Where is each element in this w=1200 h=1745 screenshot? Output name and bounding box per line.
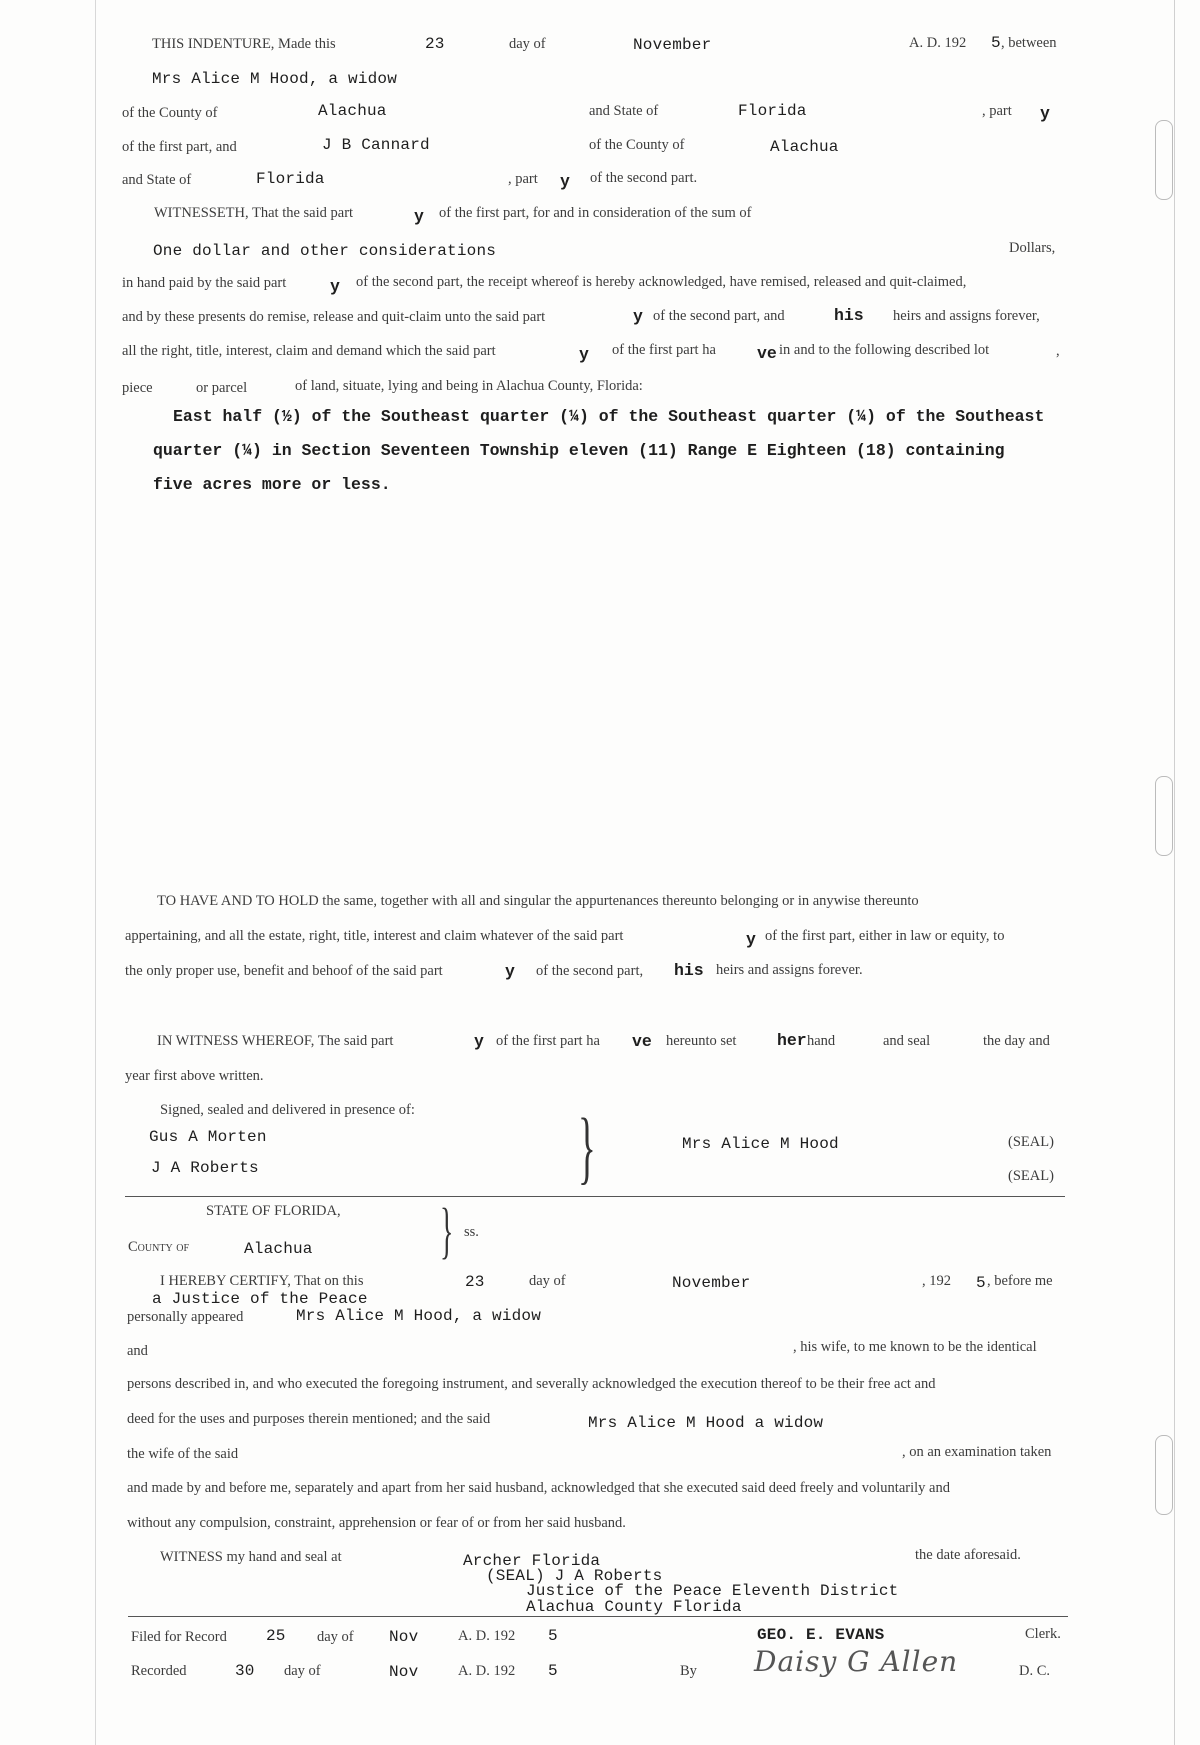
witnesseth-line-5a: all the right, title, interest, claim and demand which the said part: [122, 343, 496, 359]
grantor-county: Alachua: [318, 102, 387, 120]
ack-title-line: Justice of the Peace Eleventh District: [526, 1582, 899, 1600]
ack-year-label: , 192: [922, 1273, 951, 1289]
recorded-day: 30: [235, 1662, 255, 1680]
consideration-amount: One dollar and other considerations: [153, 242, 497, 260]
recorded-label: Recorded: [131, 1663, 187, 1679]
witnesseth-line-4y: y: [633, 307, 643, 326]
ack-day: 23: [465, 1273, 485, 1291]
witnesseth-line-6b: or parcel: [196, 380, 248, 396]
ack-place: Archer Florida: [463, 1552, 601, 1570]
witnesseth-line-3y: y: [330, 277, 340, 296]
ack-seal-line: (SEAL) J A Roberts: [486, 1567, 663, 1585]
testimonium-line-1ve: ve: [632, 1032, 652, 1051]
dollars-label: Dollars,: [1009, 240, 1056, 256]
ack-appeared-label: personally appeared: [127, 1309, 244, 1325]
ack-month: November: [672, 1274, 751, 1292]
left-margin-rule: [95, 0, 96, 1745]
testimonium-line-2: year first above written.: [125, 1068, 264, 1084]
ack-his-wife: , his wife, to me known to be the identical: [793, 1339, 1037, 1355]
witnesseth-line-4a: and by these presents do remise, release and quit-claim unto the said part: [122, 309, 546, 325]
ack-brace: }: [440, 1197, 454, 1265]
deputy-clerk-signature: Daisy G Allen: [754, 1645, 959, 1678]
grantor-county-label: of the County of: [122, 105, 218, 121]
ack-made-line: and made by and before me, separately and apart from her said husband, acknowledged that she executed said deed freely and voluntarily and: [127, 1480, 950, 1496]
ack-year-digit: 5: [976, 1274, 986, 1292]
testimonium-line-1e: and seal: [883, 1033, 931, 1049]
testimonium-line-1y: y: [474, 1032, 484, 1051]
second-part-label: of the second part.: [590, 170, 698, 186]
witnesseth-line-6c: of land, situate, lying and being in Alachua County, Florida:: [295, 378, 643, 394]
habendum-line-3a: the only proper use, benefit and behoof of the said part: [125, 963, 443, 979]
witnesseth-line-4c: heirs and assigns forever,: [893, 308, 1040, 324]
grantee-county: Alachua: [770, 138, 839, 156]
first-part-label: of the first part, and: [122, 139, 237, 155]
ack-county: Alachua: [244, 1240, 313, 1258]
grantee-county-label: of the County of: [589, 137, 685, 153]
dc-label: D. C.: [1019, 1663, 1051, 1679]
witnesseth-line-3b: of the second part, the receipt whereof is hereby acknowledged, have remised, released and quit-claimed,: [356, 274, 967, 290]
recording-divider: [128, 1616, 1068, 1617]
filed-label: Filed for Record: [131, 1629, 227, 1645]
recorded-ad: A. D. 192: [458, 1663, 516, 1679]
witnesseth-line-3a: in hand paid by the said part: [122, 275, 287, 291]
ack-persons-line: persons described in, and who executed the foregoing instrument, and severally acknowledged the execution thereof to be their free act and: [127, 1376, 936, 1392]
filed-day-of: day of: [317, 1629, 354, 1645]
intro-made-label: THIS INDENTURE, Made this: [152, 36, 336, 52]
testimonium-line-1c: hereunto set: [666, 1033, 737, 1049]
grantor-part-suffix: y: [1040, 104, 1050, 123]
habendum-line-3his: his: [674, 961, 704, 980]
testimonium-line-1d: hand: [807, 1033, 836, 1049]
ack-appeared-name: Mrs Alice M Hood, a widow: [296, 1307, 542, 1325]
ack-county-label: County of: [128, 1239, 190, 1255]
habendum-line-3b: of the second part,: [536, 963, 644, 979]
witnesseth-line-5y: y: [579, 345, 589, 364]
recorded-year: 5: [548, 1662, 558, 1680]
ack-before-me: , before me: [987, 1273, 1053, 1289]
witnesseth-line-5ve: ve: [757, 344, 777, 363]
filed-year: 5: [548, 1627, 558, 1645]
intro-year-digit: 5: [991, 34, 1001, 52]
testimonium-line-1a: IN WITNESS WHEREOF, The said part: [157, 1033, 394, 1049]
recorded-day-of: day of: [284, 1663, 321, 1679]
witnesseth-line-5c: in and to the following described lot: [779, 342, 990, 358]
habendum-line-2b: of the first part, either in law or equity, to: [765, 928, 1005, 944]
binder-hole-3: [1155, 1435, 1173, 1515]
recorded-month: Nov: [389, 1663, 419, 1681]
right-margin-rule: [1174, 0, 1175, 1745]
legal-description-line-3: five acres more or less.: [153, 475, 391, 494]
legal-description-line-2: quarter (¼) in Section Seventeen Township eleven (11) Range E Eighteen (18) containing: [153, 441, 1005, 460]
intro-day: 23: [425, 35, 445, 53]
ack-date-aforesaid: the date aforesaid.: [915, 1547, 1021, 1563]
acknowledgment-divider: [125, 1196, 1065, 1197]
witnesseth-line-5b: of the first part ha: [612, 342, 716, 358]
witnesseth-line-4b: of the second part, and: [653, 308, 785, 324]
ack-wife-label: the wife of the said: [127, 1446, 239, 1462]
grantor-state: Florida: [738, 102, 807, 120]
ack-certify-label: I HEREBY CERTIFY, That on this: [160, 1273, 364, 1289]
witnesseth-line-1a: WITNESSETH, That the said part: [154, 205, 354, 221]
intro-between-label: , between: [1001, 35, 1057, 51]
ack-deed-line: deed for the uses and purposes therein mentioned; and the said: [127, 1411, 491, 1427]
signing-presence-label: Signed, sealed and delivered in presence of:: [160, 1102, 415, 1118]
witnesseth-line-6a: piece: [122, 380, 153, 396]
signing-brace: }: [578, 1101, 596, 1192]
legal-description-line-1: East half (½) of the Southeast quarter (¼) of the Southeast quarter (¼) of the Southeast: [173, 407, 1045, 426]
grantee-state-label: and State of: [122, 172, 192, 188]
ack-county-line: Alachua County Florida: [526, 1598, 742, 1616]
ack-and-label: and: [127, 1343, 148, 1359]
ack-exam: , on an examination taken: [902, 1444, 1052, 1460]
seal-2-label: (SEAL): [1008, 1168, 1054, 1184]
witnesseth-line-1y: y: [414, 207, 424, 226]
habendum-line-3y: y: [505, 962, 515, 981]
witness-2-name: J A Roberts: [151, 1159, 259, 1177]
testimonium-line-1her: her: [777, 1031, 807, 1050]
clerk-name: GEO. E. EVANS: [757, 1626, 885, 1644]
ack-witness-label: WITNESS my hand and seal at: [160, 1549, 342, 1565]
habendum-line-2y: y: [746, 930, 756, 949]
grantee-name: J B Cannard: [322, 136, 430, 154]
witnesseth-line-4his: his: [834, 306, 864, 325]
by-label: By: [680, 1663, 697, 1679]
ack-officer: a Justice of the Peace: [152, 1290, 368, 1308]
ack-without-line: without any compulsion, constraint, apprehension or fear of or from her said husband.: [127, 1515, 626, 1531]
filed-day: 25: [266, 1627, 286, 1645]
grantor-state-label: and State of: [589, 103, 659, 119]
intro-month: November: [633, 36, 712, 54]
witness-1-name: Gus A Morten: [149, 1128, 267, 1146]
grantee-state: Florida: [256, 170, 325, 188]
intro-ad-label: A. D. 192: [909, 35, 967, 51]
habendum-line-3c: heirs and assigns forever.: [716, 962, 863, 978]
ack-state: STATE OF FLORIDA,: [206, 1203, 341, 1219]
filed-ad: A. D. 192: [458, 1628, 516, 1644]
clerk-label: Clerk.: [1025, 1626, 1061, 1642]
filed-month: Nov: [389, 1628, 419, 1646]
grantor-part-label: , part: [982, 103, 1012, 119]
signer-name: Mrs Alice M Hood: [682, 1135, 839, 1153]
testimonium-line-1f: the day and: [983, 1033, 1050, 1049]
binder-hole-2: [1155, 776, 1173, 856]
ack-day-of: day of: [529, 1273, 566, 1289]
habendum-line-1: TO HAVE AND TO HOLD the same, together with all and singular the appurtenances thereunto belonging or in anywise thereunto: [157, 893, 919, 909]
grantee-part-label: , part: [508, 171, 538, 187]
binder-hole-1: [1155, 120, 1173, 200]
ack-ss: ss.: [464, 1224, 479, 1240]
intro-day-of-label: day of: [509, 36, 546, 52]
grantor-name: Mrs Alice M Hood, a widow: [152, 70, 398, 88]
ack-deed-name: Mrs Alice M Hood a widow: [588, 1414, 824, 1432]
seal-1-label: (SEAL): [1008, 1134, 1054, 1150]
habendum-line-2a: appertaining, and all the estate, right, title, interest and claim whatever of the said part: [125, 928, 624, 944]
testimonium-line-1b: of the first part ha: [496, 1033, 600, 1049]
witnesseth-line-5comma: ,: [1056, 343, 1060, 359]
witnesseth-line-1b: of the first part, for and in consideration of the sum of: [439, 205, 752, 221]
grantee-part-suffix: y: [560, 172, 570, 191]
